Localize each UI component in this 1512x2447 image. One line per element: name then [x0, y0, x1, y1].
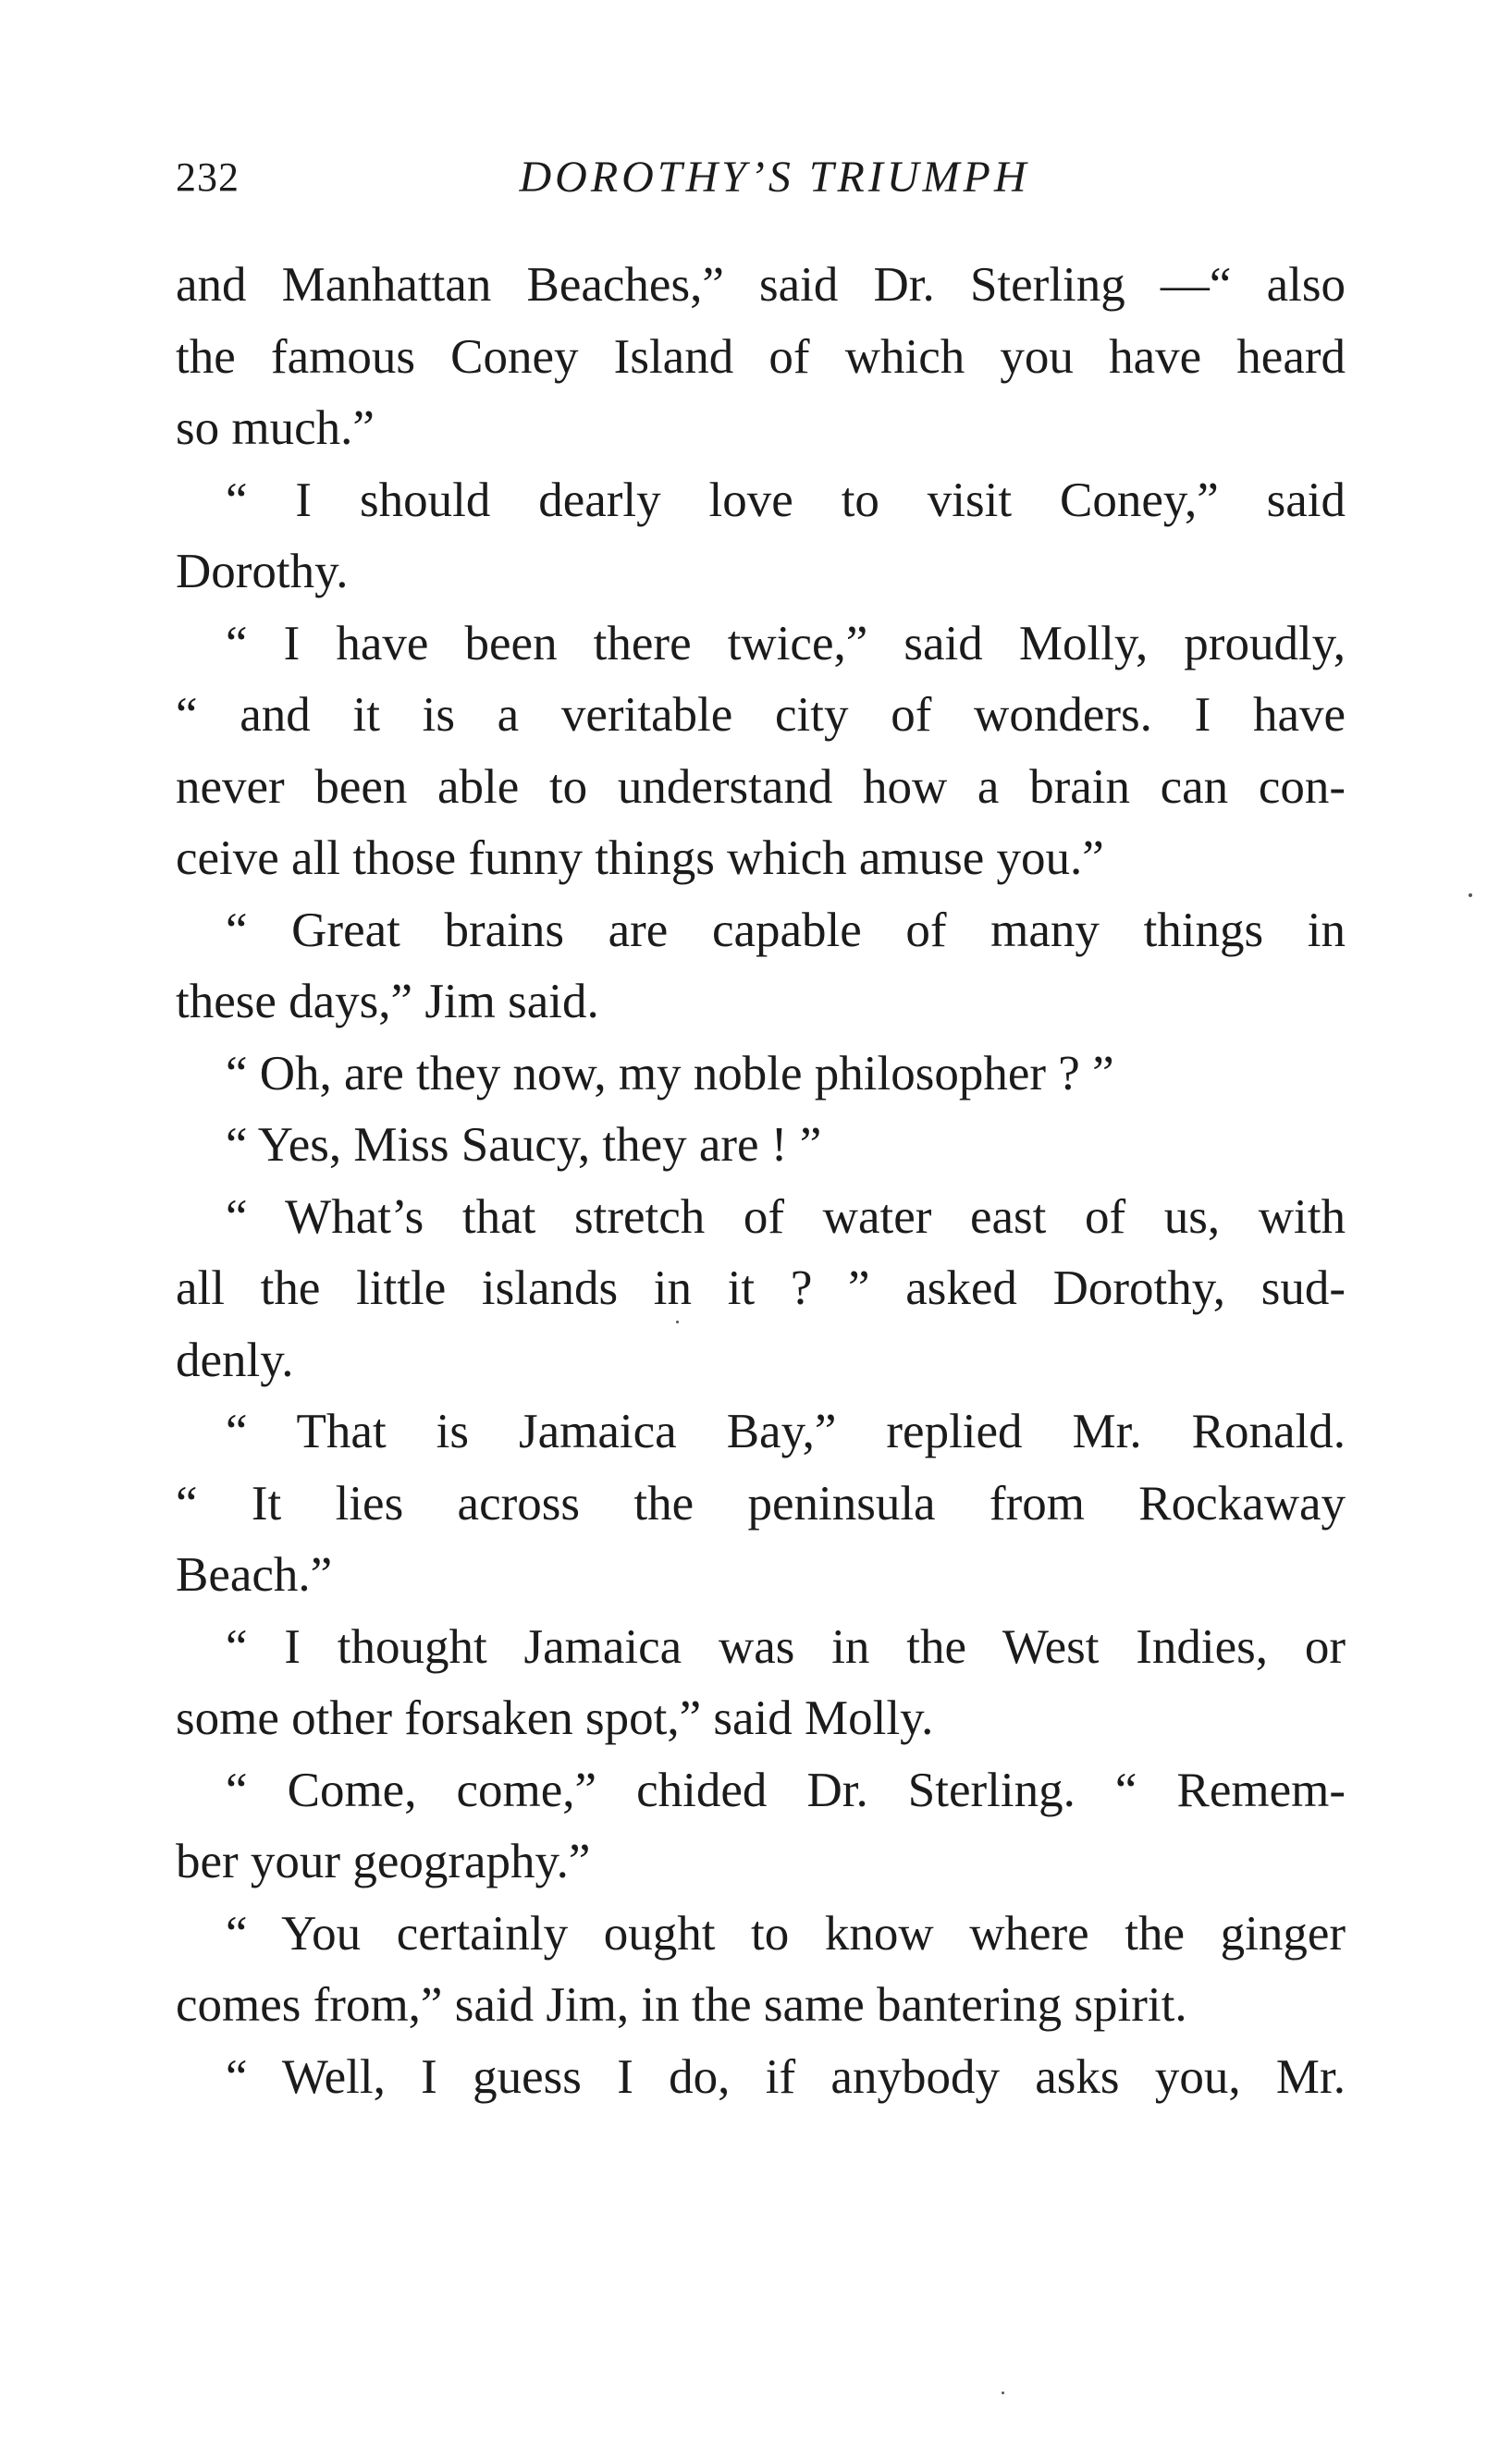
text-line: these days,” Jim said. [176, 975, 599, 1028]
text-line: “ I should dearly love to visit Coney,” said [226, 473, 1346, 527]
text-line: and Manhattan Beaches,” said Dr. Sterling —“ also [176, 258, 1346, 312]
text-line: “ I have been there twice,” said Molly, proudly, [226, 616, 1346, 670]
text-line: “ Well, I guess I do, if anybody asks you, Mr. [226, 2049, 1346, 2104]
paragraph [176, 1755, 1346, 1899]
text-line: Beach.” [176, 1548, 333, 1602]
paragraph [176, 465, 1346, 609]
text-line: “ I thought Jamaica was in the West Indies, or [226, 1619, 1346, 1674]
text-line: “ Come, come,” chided Dr. Sterling. “ Remem- [226, 1763, 1346, 1817]
text-line: ber your geography.” [176, 1835, 591, 1888]
text-line: “ Yes, Miss Saucy, they are ! ” [226, 1118, 822, 1172]
text-line: “ What’s that stretch of water east of us, with [226, 1189, 1346, 1244]
text-line: the famous Coney Island of which you have heard [176, 329, 1346, 384]
text-line: “ It lies across the peninsula from Rockaway [176, 1476, 1346, 1531]
text-line: “ You certainly ought to know where the ginger [226, 1906, 1346, 1961]
scan-speck [1469, 893, 1472, 897]
text-line: comes from,” said Jim, in the same bantering spirit. [176, 1978, 1187, 2032]
scan-speck [676, 1321, 679, 1323]
text-line: ceive all those funny things which amuse you.” [176, 831, 1104, 885]
text-line: never been able to understand how a brain can con- [176, 759, 1346, 814]
running-head: DOROTHY’S TRIUMPH [519, 153, 1030, 202]
text-line: denly. [176, 1333, 294, 1387]
paragraph [176, 609, 1346, 895]
text-line: “ Great brains are capable of many things in [226, 903, 1346, 957]
paragraph [176, 1396, 1346, 1612]
paragraph [176, 2042, 1346, 2114]
page-header [176, 148, 1346, 207]
paragraph [176, 1039, 1346, 1111]
text-line: “ and it is a veritable city of wonders. I have [176, 688, 1346, 742]
paragraph [176, 250, 1346, 465]
text-line: so much.” [176, 401, 375, 455]
text-line: all the little islands in it ? ” asked Dorothy, sud- [176, 1261, 1346, 1315]
paragraph [176, 895, 1346, 1039]
text-line: Dorothy. [176, 545, 349, 598]
page-number: 232 [176, 154, 240, 200]
paragraph [176, 1182, 1346, 1397]
text-line: “ That is Jamaica Bay,” replied Mr. Ronald. [226, 1405, 1346, 1458]
body-text [176, 250, 1346, 2113]
paragraph [176, 1110, 1346, 1182]
paragraph [176, 1899, 1346, 2042]
paragraph [176, 1612, 1346, 1755]
text-line: “ Oh, are they now, my noble philosopher ? ” [226, 1046, 1114, 1101]
scan-speck [1002, 2392, 1004, 2394]
text-line: some other forsaken spot,” said Molly. [176, 1691, 934, 1745]
